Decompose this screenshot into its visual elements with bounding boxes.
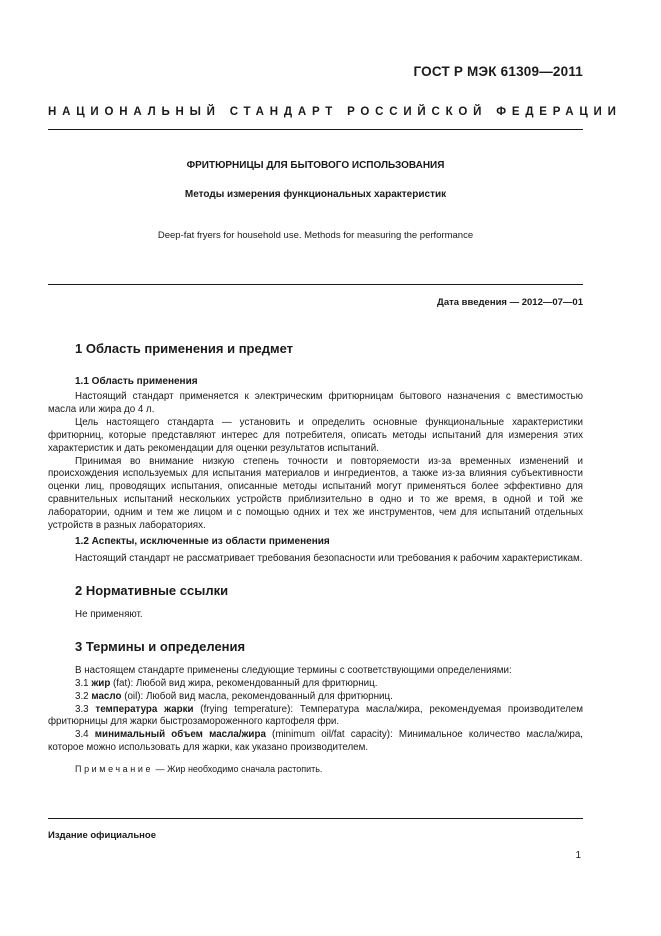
term-name: жир [91,677,111,689]
term-name: масло [91,690,122,702]
section-1-2-paragraph: Настоящий стандарт не рассматривает требования безопасности или требования к рабочим характеристикам. [75,552,583,564]
standard-code: ГОСТ Р МЭК 61309—2011 [413,64,583,79]
national-standard-banner: НАЦИОНАЛЬНЫЙ СТАНДАРТ РОССИЙСКОЙ ФЕДЕРАЦИИ [48,106,622,118]
section-2-heading: 2 Нормативные ссылки [75,582,229,598]
section-1-2-heading: 1.2 Аспекты, исключенные из области применения [75,535,330,547]
section-1-heading: 1 Область применения и предмет [75,341,294,356]
page-number: 1 [575,850,581,861]
note [75,763,583,775]
note-label: Примечание [75,764,154,775]
title-rule [48,284,583,285]
section-2-paragraph: Не применяют. [75,608,143,620]
term-3-3: 3.3 температура жарки (frying temperature): Температура масла/жира, рекомендуемая производителем фритюрницы для жарки быстрозамороженного картофеля фри. [48,703,583,728]
note-text: — Жир необходимо сначала растопить. [153,764,323,775]
section-1-1-paragraph-1: Настоящий стандарт применяется к электрическим фритюрницам бытового назначения с вместимостью масла или жира до 4 л. [48,391,583,415]
section-1-1-paragraph-2: Цель настоящего стандарта — установить и определить основные функциональные характеристики фритюрниц, которые представляют интерес для потребителя, описать методы испытаний для измерения этих характеристик и дать рекомендации для оценки результатов испытаний. [48,416,583,454]
section-3-heading: 3 Термины и определения [75,638,246,654]
term-name: температура жарки [95,703,194,715]
term-3-4: 3.4 минимальный объем масла/жира (minimum oil/fat capacity): Минимальное количество масла/жира, которое можно использовать для жарки, как указано производителем. [48,729,583,754]
section-1-1-heading: 1.1 Область применения [75,376,198,387]
document-title: ФРИТЮРНИЦЫ ДЛЯ БЫТОВОГО ИСПОЛЬЗОВАНИЯ [186,160,445,171]
section-3-intro: В настоящем стандарте применены следующие термины с соответствующими определениями: [75,664,512,676]
top-rule [48,129,583,130]
english-title: Deep-fat fryers for household use. Methods for measuring the performance [157,230,474,241]
official-edition-label: Издание официальное [48,830,156,841]
footer-rule [48,818,583,819]
term-name: минимальный объем масла/жира [94,729,266,741]
section-1-1-paragraph-3: Принимая во внимание низкую степень точности и повторяемости из-за временных изменений и происхождения используемых для испытания материалов и ингредиентов, а также из-за влияния субъективности оценки лиц, проводящих испытания, описанные методы испытаний могут применяться более эффективно для сравнительных испытаний нескольких устройств приблизительно в одно и то же время, в одной и той же лаборатории, одним и тем же лицом и с помощью одних и тех же инструментов, чем для испытаний отдельных устройств в разных лабораториях. [48,455,583,532]
term-3-2: 3.2 масло (oil): Любой вид масла, рекомендованный для фритюрниц. [75,690,393,702]
term-3-1: 3.1 жир (fat): Любой вид жира, рекомендованный для фритюрниц. [75,677,378,689]
document-subtitle: Методы измерения функциональных характеристик [184,189,447,200]
introduction-date: Дата введения — 2012—07—01 [437,297,583,308]
document-body [48,340,583,775]
